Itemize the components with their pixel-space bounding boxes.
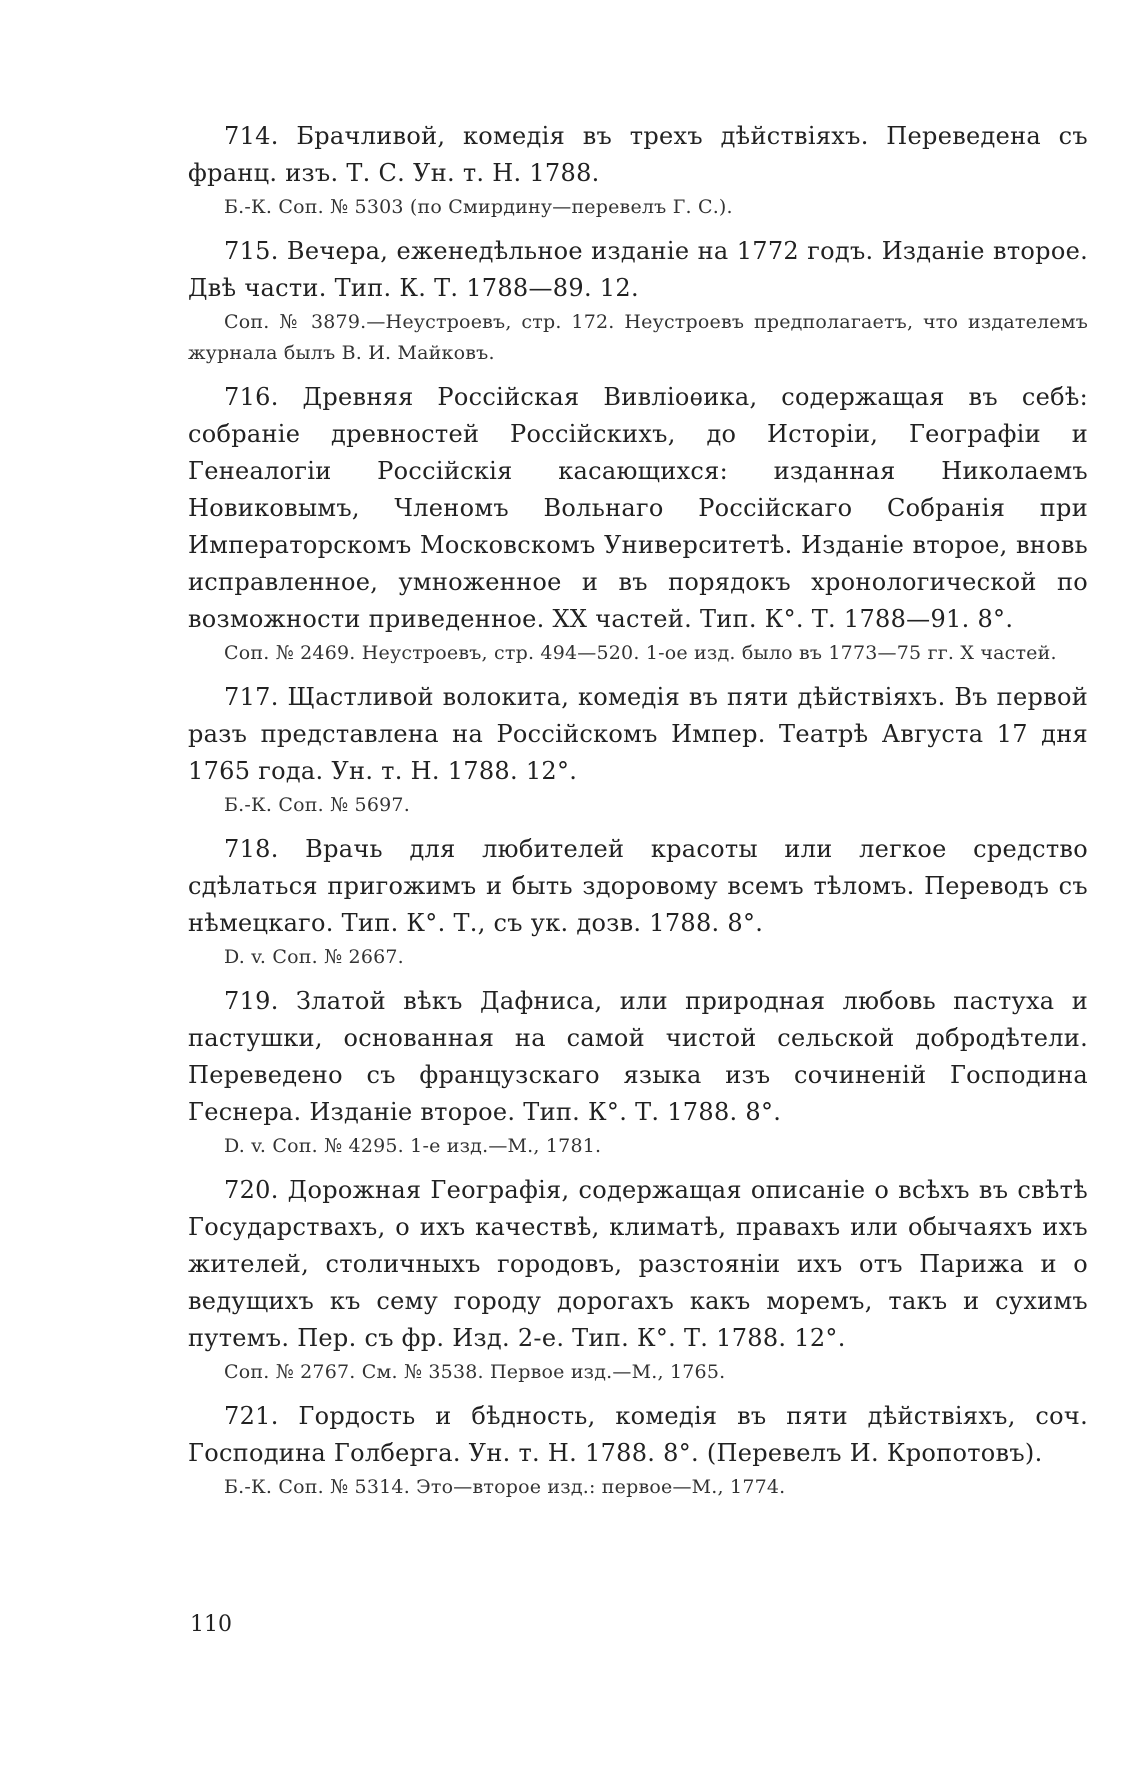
entry-note: Б.-К. Соп. № 5697. bbox=[224, 794, 410, 816]
entry-note: Соп. № 3879.—Неустроевъ, стр. 172. Неустроевъ предполагаетъ, что издателемъ журнала былъ В. И. Майковъ. bbox=[188, 311, 1088, 364]
entry-note: D. v. Соп. № 2667. bbox=[224, 946, 404, 968]
bibliography-entry bbox=[188, 1398, 1088, 1503]
bibliography-entry bbox=[188, 118, 1088, 223]
entry-text: 721. Гордость и бѣдность, комедія въ пяти дѣйствіяхъ, соч. Господина Голберга. Ун. т. Н. 1788. 8°. (Перевелъ И. Кропотовъ). bbox=[188, 1402, 1088, 1467]
bibliography-entry bbox=[188, 233, 1088, 369]
entry-text: 719. Златой вѣкъ Дафниса, или природная любовь пастуха и пастушки, основанная на самой чистой сельской добродѣтели. Переведено съ французскаго языка изъ сочиненій Господина Геснера. Изданіе второе. Тип. К°. Т. 1788. 8°. bbox=[188, 987, 1088, 1126]
entry-note: Соп. № 2469. Неустроевъ, стр. 494—520. 1-ое изд. было въ 1773—75 гг. X частей. bbox=[224, 642, 1057, 664]
entry-note: Б.-К. Соп. № 5314. Это—второе изд.: первое—М., 1774. bbox=[224, 1476, 786, 1498]
page-number: 110 bbox=[190, 1612, 232, 1637]
entry-text: 717. Щастливой волокита, комедія въ пяти дѣйствіяхъ. Въ первой разъ представлена на Россійскомъ Импер. Театрѣ Августа 17 дня 1765 года. Ун. т. Н. 1788. 12°. bbox=[188, 683, 1088, 785]
bibliography-column bbox=[188, 118, 1088, 1513]
bibliography-entry bbox=[188, 379, 1088, 669]
entry-text: 718. Врачь для любителей красоты или легкое средство сдѣлаться пригожимъ и быть здоровому всемъ тѣломъ. Переводъ съ нѣмецкаго. Тип. К°. Т., съ ук. дозв. 1788. 8°. bbox=[188, 835, 1088, 937]
bibliography-entry bbox=[188, 1172, 1088, 1388]
entry-note: D. v. Соп. № 4295. 1-е изд.—М., 1781. bbox=[224, 1135, 602, 1157]
entry-note: Б.-К. Соп. № 5303 (по Смирдину—перевелъ Г. С.). bbox=[224, 196, 733, 218]
bibliography-entry bbox=[188, 679, 1088, 821]
entry-text: 720. Дорожная Географія, содержащая описаніе о всѣхъ въ свѣтѣ Государствахъ, о ихъ качествѣ, климатѣ, правахъ или обычаяхъ ихъ жителей, столичныхъ городовъ, разстояніи ихъ отъ Парижа и о ведущихъ къ сему городу дорогахъ какъ моремъ, такъ и сухимъ путемъ. Пер. съ фр. Изд. 2-е. Тип. К°. Т. 1788. 12°. bbox=[188, 1176, 1088, 1352]
bibliography-entry bbox=[188, 983, 1088, 1162]
entry-text: 714. Брачливой, комедія въ трехъ дѣйствіяхъ. Переведена съ франц. изъ. Т. С. Ун. т. Н. 1788. bbox=[188, 122, 1088, 187]
bibliography-entry bbox=[188, 831, 1088, 973]
entry-text: 716. Древняя Россійская Вивліоѳика, содержащая въ себѣ: собраніе древностей Россійскихъ, до Исторіи, Географіи и Генеалогіи Россійскія касающихся: изданная Николаемъ Новиковымъ, Членомъ Вольнаго Россійскаго Собранія при Императорскомъ Московскомъ Университетѣ. Изданіе второе, вновь исправленное, умноженное и въ порядокъ хронологической по возможности приведенное. XX частей. Тип. К°. Т. 1788—91. 8°. bbox=[188, 383, 1088, 633]
entry-text: 715. Вечера, еженедѣльное изданіе на 1772 годъ. Изданіе второе. Двѣ части. Тип. К. Т. 1788—89. 12. bbox=[188, 237, 1088, 302]
entry-note: Соп. № 2767. См. № 3538. Первое изд.—М., 1765. bbox=[224, 1361, 726, 1383]
